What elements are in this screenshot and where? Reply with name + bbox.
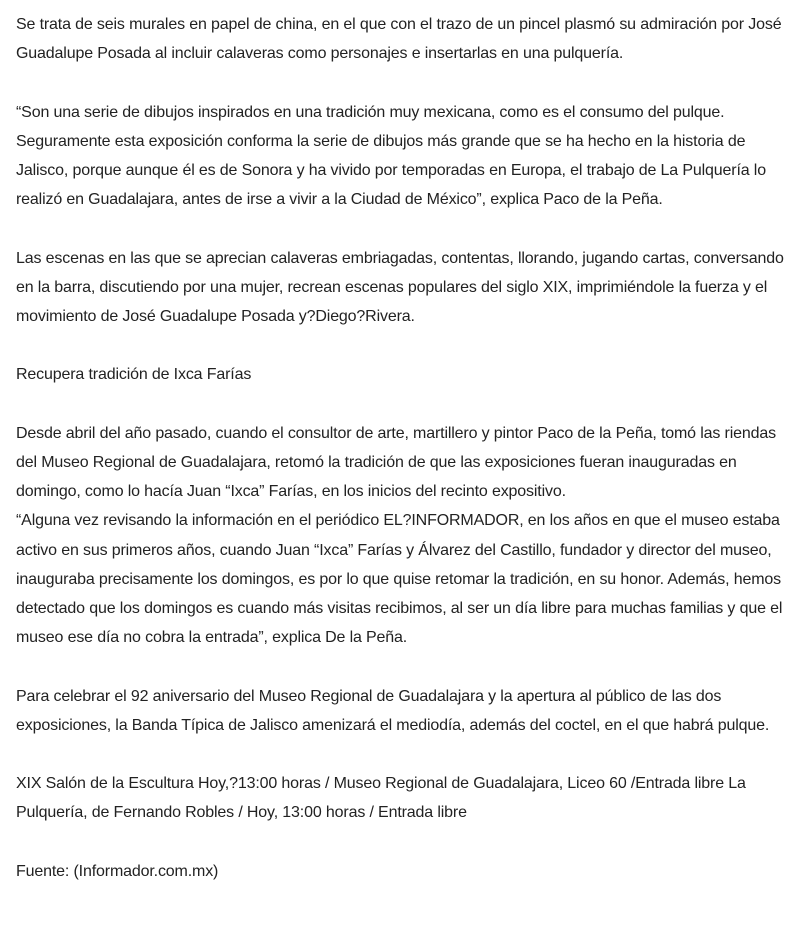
paragraph-quote-informador: “Alguna vez revisando la información en el periódico EL?INFORMADOR, en los años en que el museo estaba activo en sus primeros años, cuando Juan “Ixca” Farías y Álvarez del Castillo, fundador y director del museo, inauguraba precisamente los domingos, es por lo que quise retomar la tradición, en su honor. Además, hemos detectado que los domingos es cuando más visitas recibimos, al ser un día libre para muchas familias y que el museo ese día no cobra la entrada”, explica De la Peña. [16, 512, 783, 647]
source-credit: Fuente: (Informador.com.mx) [16, 862, 219, 880]
paragraph-desde-abril: Desde abril del año pasado, cuando el consultor de arte, martillero y pintor Paco de la Peña, tomó las riendas del Museo Regional de Guadalajara, retomó la tradición de que las exposiciones fueran inauguradas en domingo, como lo hacía Juan “Ixca” Farías, en los inicios del recinto expositivo. [16, 424, 776, 501]
paragraph-aniversario: Para celebrar el 92 aniversario del Museo Regional de Guadalajara y la apertura al público de las dos exposiciones, la Banda Típica de Jalisco amenizará el mediodía, además del coctel, en el que habrá pulque. [16, 687, 770, 734]
paragraph-murales: Se trata de seis murales en papel de china, en el que con el trazo de un pincel plasmó su admiración por José Guadalupe Posada al incluir calaveras como personajes e insertarlas en una pulquería. [16, 16, 782, 63]
paragraph-escenas: Las escenas en las que se aprecian calaveras embriagadas, contentas, llorando, jugando cartas, conversando en la barra, discutiendo por una mujer, recrean escenas populares del siglo XIX, imprimiéndole la fuerza y el movimiento de José Guadalupe Posada y?Diego?Rivera. [16, 249, 784, 325]
subheading: Recupera tradición de Ixca Farías [16, 366, 252, 384]
paragraph-quote-pulque: “Son una serie de dibujos inspirados en una tradición muy mexicana, como es el consumo del pulque. Seguramente esta exposición conforma la serie de dibujos más grande que se ha hecho en la historia de Jalisco, porque aunque él es de Sonora y ha vivido por temporadas en Europa, el trabajo de La Pulquería lo realizó en Guadalajara, antes de irse a vivir a la Ciudad de México”, explica Paco de la Peña. [16, 103, 766, 209]
paragraph-event-info: XIX Salón de la Escultura Hoy,?13:00 horas / Museo Regional de Guadalajara, Liceo 60 /Entrada libre La Pulquería, de Fernando Robles / Hoy, 13:00 horas / Entrada libre [16, 775, 746, 822]
article-body [16, 10, 788, 886]
